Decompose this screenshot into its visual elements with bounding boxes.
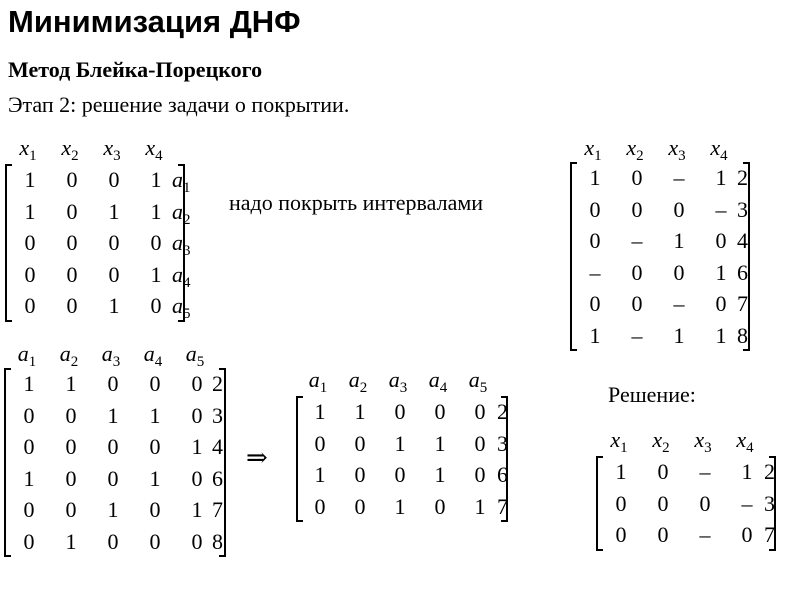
coverage-matrix-body xyxy=(4,368,226,557)
header-index: 5 xyxy=(196,354,205,370)
matrix-cell: 0 xyxy=(24,293,36,318)
header-variable: x xyxy=(61,135,72,160)
matrix-cell: 1 xyxy=(149,402,161,428)
matrix-row xyxy=(8,400,218,432)
matrix-cell: 1 xyxy=(434,462,446,487)
matrix-row xyxy=(9,196,177,228)
matrix-cell: 0 xyxy=(191,371,203,396)
matrix-cell: 0 xyxy=(107,434,119,459)
row-label: 6 xyxy=(737,259,748,285)
matrix-cell: 1 xyxy=(107,402,119,428)
row-label: 2 xyxy=(764,459,775,484)
matrix-cell: 0 xyxy=(615,522,627,547)
coverage-column-header xyxy=(174,340,216,368)
header-variable: a xyxy=(185,341,197,366)
matrix-cell: 0 xyxy=(66,198,78,224)
matrix-row xyxy=(8,431,218,463)
label-index: 1 xyxy=(183,180,191,196)
matrix-cell: 0 xyxy=(108,261,120,287)
label-index: 3 xyxy=(183,243,191,259)
row-label: 2 xyxy=(212,371,223,396)
matrix-cell: 1 xyxy=(615,459,627,484)
reduced-row-labels xyxy=(497,396,508,522)
matrix-cell: 0 xyxy=(314,430,326,456)
label-index: 4 xyxy=(183,274,191,291)
matrix-cell: 0 xyxy=(657,459,669,484)
matrix-cell: 1 xyxy=(24,167,36,192)
matrix-cell: 0 xyxy=(66,230,78,255)
matrix-cell: 0 xyxy=(24,261,36,287)
minterms-column-header xyxy=(133,134,175,162)
header-index: 3 xyxy=(678,148,686,164)
matrix-cell: 0 xyxy=(673,196,685,222)
header-index: 5 xyxy=(479,380,488,396)
matrix-cell: 1 xyxy=(191,434,203,459)
header-index: 3 xyxy=(399,380,408,396)
matrix-cell: 0 xyxy=(715,228,727,253)
matrix-row xyxy=(574,162,742,194)
row-label xyxy=(172,290,191,322)
header-variable: x xyxy=(145,135,156,160)
cover-note: надо покрыть интервалами xyxy=(229,190,484,215)
matrix-cell: 1 xyxy=(715,165,727,190)
matrix-cell: 0 xyxy=(615,490,627,516)
coverage-column-header xyxy=(132,340,174,368)
coverage-column-header xyxy=(6,340,48,368)
implies-arrow: ⇒ xyxy=(246,443,268,472)
matrix-row xyxy=(8,494,218,526)
row-label xyxy=(172,227,191,259)
header-index: 2 xyxy=(71,148,79,164)
row-label: 2 xyxy=(497,399,508,424)
header-index: 2 xyxy=(636,148,644,164)
matrix-row xyxy=(8,368,218,400)
reduced-column-header xyxy=(378,366,418,394)
solution-column-header xyxy=(598,426,640,454)
method-subtitle: Метод Блейка-Порецкого xyxy=(8,57,263,82)
matrix-cell: 0 xyxy=(434,399,446,424)
matrix-cell: 0 xyxy=(191,465,203,491)
minterms-matrix-body xyxy=(5,164,185,322)
matrix-cell: 0 xyxy=(699,490,711,516)
matrix-row xyxy=(300,491,500,523)
matrix-cell: 1 xyxy=(149,465,161,491)
matrix-cell: 1 xyxy=(314,399,326,424)
matrix-cell: 1 xyxy=(65,528,77,554)
solution-header xyxy=(598,426,766,454)
matrix-cell: 0 xyxy=(354,430,366,456)
matrix-cell: – xyxy=(673,165,685,190)
intervals-header xyxy=(572,134,740,162)
header-variable: x xyxy=(584,135,595,160)
intervals-column-header xyxy=(698,134,740,162)
row-label xyxy=(172,196,191,228)
matrix-cell: 0 xyxy=(589,228,601,253)
label-index: 5 xyxy=(183,306,191,322)
matrix-cell: 1 xyxy=(741,459,753,484)
header-index: 1 xyxy=(29,148,37,164)
intervals-row-labels xyxy=(737,162,748,351)
matrix-cell: 0 xyxy=(107,465,119,491)
matrix-cell: 0 xyxy=(657,490,669,516)
matrix-cell: – xyxy=(699,459,711,484)
intervals-column-header xyxy=(614,134,656,162)
matrix-cell: 0 xyxy=(474,430,486,456)
matrix-cell: – xyxy=(699,522,711,547)
reduced-column-header xyxy=(458,366,498,394)
matrix-row xyxy=(300,459,500,491)
header-variable: x xyxy=(19,135,30,160)
solution-column-header xyxy=(682,426,724,454)
matrix-cell: 1 xyxy=(108,293,120,318)
label-variable: a xyxy=(172,167,183,192)
header-variable: a xyxy=(348,367,360,392)
matrix-cell: 1 xyxy=(24,198,36,224)
matrix-cell: – xyxy=(741,490,753,516)
label-index: 2 xyxy=(183,211,191,228)
label-variable: a xyxy=(172,293,183,318)
header-variable: a xyxy=(143,341,155,366)
coverage-row-labels xyxy=(212,368,223,557)
header-variable: a xyxy=(468,367,480,392)
matrix-row xyxy=(600,456,768,488)
matrix-cell: 0 xyxy=(314,493,326,519)
matrix-cell: 1 xyxy=(191,497,203,522)
matrix-cell: 1 xyxy=(107,497,119,522)
matrix-cell: 0 xyxy=(631,291,643,316)
matrix-row xyxy=(300,428,500,460)
matrix-cell: 0 xyxy=(108,230,120,255)
matrix-cell: 0 xyxy=(741,522,753,547)
matrix-cell: 0 xyxy=(631,259,643,285)
header-index: 3 xyxy=(704,440,712,456)
header-variable: x xyxy=(652,427,663,452)
matrix-cell: 0 xyxy=(673,259,685,285)
row-label: 3 xyxy=(497,430,508,456)
label-variable: a xyxy=(172,198,183,224)
matrix-cell: 1 xyxy=(23,371,35,396)
label-variable: a xyxy=(172,261,183,287)
matrix-cell: 1 xyxy=(65,371,77,396)
header-variable: a xyxy=(17,341,29,366)
matrix-cell: 0 xyxy=(150,293,162,318)
matrix-cell: 0 xyxy=(715,291,727,316)
row-label: 8 xyxy=(212,528,223,554)
matrix-row xyxy=(8,463,218,495)
solution-row-labels xyxy=(764,456,775,551)
matrix-cell: 1 xyxy=(434,430,446,456)
matrix-cell: 0 xyxy=(589,196,601,222)
matrix-cell: 0 xyxy=(474,399,486,424)
matrix-cell: 1 xyxy=(673,322,685,348)
matrix-row xyxy=(574,320,742,352)
header-variable: x xyxy=(694,427,705,452)
reduced-column-header xyxy=(298,366,338,394)
matrix-row xyxy=(600,488,768,520)
matrix-cell: 1 xyxy=(394,493,406,519)
matrix-cell: 0 xyxy=(23,497,35,522)
intervals-matrix-body xyxy=(570,162,750,351)
matrix-cell: – xyxy=(631,322,643,348)
solution-column-header xyxy=(640,426,682,454)
matrix-cell: 1 xyxy=(150,167,162,192)
solution-label: Решение: xyxy=(608,382,696,407)
matrix-cell: 0 xyxy=(23,402,35,428)
reduced-header xyxy=(298,366,498,394)
row-label: 6 xyxy=(212,465,223,491)
matrix-cell: 0 xyxy=(631,196,643,222)
header-index: 1 xyxy=(319,380,328,396)
header-variable: x xyxy=(610,427,621,452)
row-label: 7 xyxy=(764,522,775,547)
header-index: 4 xyxy=(746,440,754,456)
row-label: 3 xyxy=(764,490,775,516)
matrix-cell: 1 xyxy=(715,322,727,348)
header-variable: a xyxy=(59,341,71,366)
solution-column-header xyxy=(724,426,766,454)
matrix-cell: 0 xyxy=(108,167,120,192)
matrix-cell: 0 xyxy=(65,497,77,522)
matrix-row xyxy=(574,257,742,289)
matrix-cell: 0 xyxy=(66,293,78,318)
row-label xyxy=(172,164,191,196)
matrix-cell: 1 xyxy=(354,399,366,424)
matrix-row xyxy=(574,288,742,320)
matrix-cell: 1 xyxy=(474,493,486,519)
matrix-cell: 0 xyxy=(65,402,77,428)
header-index: 1 xyxy=(594,148,602,164)
matrix-cell: 0 xyxy=(107,371,119,396)
row-label: 3 xyxy=(212,402,223,428)
matrix-cell: – xyxy=(715,196,727,222)
row-label: 8 xyxy=(737,322,748,348)
matrix-cell: 0 xyxy=(23,528,35,554)
header-variable: a xyxy=(308,367,320,392)
header-variable: a xyxy=(428,367,440,392)
header-index: 1 xyxy=(28,354,37,370)
row-label: 7 xyxy=(497,493,508,519)
row-label: 4 xyxy=(737,228,748,253)
matrix-cell: 0 xyxy=(191,528,203,554)
matrix-row xyxy=(9,290,177,322)
matrix-cell: 1 xyxy=(108,198,120,224)
matrix-cell: – xyxy=(673,291,685,316)
reduced-column-header xyxy=(338,366,378,394)
matrix-cell: 0 xyxy=(394,399,406,424)
matrix-cell: 0 xyxy=(23,434,35,459)
matrix-cell: 0 xyxy=(24,230,36,255)
matrix-row xyxy=(300,396,500,428)
matrix-cell: 1 xyxy=(314,462,326,487)
header-index: 4 xyxy=(720,148,728,164)
row-label: 7 xyxy=(212,497,223,522)
minterms-header xyxy=(7,134,175,162)
header-index: 3 xyxy=(112,354,121,370)
matrix-cell: 0 xyxy=(434,493,446,519)
header-index: 4 xyxy=(155,148,163,164)
matrix-cell: – xyxy=(589,259,601,285)
matrix-cell: 0 xyxy=(107,528,119,554)
matrix-row xyxy=(8,526,218,558)
header-index: 4 xyxy=(439,380,448,396)
matrix-row xyxy=(9,259,177,291)
header-variable: a xyxy=(388,367,400,392)
intervals-column-header xyxy=(656,134,698,162)
matrix-cell: 1 xyxy=(673,228,685,253)
matrix-cell: 0 xyxy=(149,497,161,522)
matrix-cell: 0 xyxy=(354,493,366,519)
matrix-cell: 0 xyxy=(65,465,77,491)
solution-matrix-body xyxy=(596,456,776,551)
header-variable: x xyxy=(710,135,721,160)
matrix-cell: 0 xyxy=(65,434,77,459)
row-label: 4 xyxy=(212,434,223,459)
header-index: 2 xyxy=(70,354,79,370)
matrix-cell: 0 xyxy=(394,462,406,487)
matrix-cell: – xyxy=(631,228,643,253)
minterms-column-header xyxy=(49,134,91,162)
matrix-cell: 0 xyxy=(149,434,161,459)
matrix-cell: 0 xyxy=(149,528,161,554)
header-variable: a xyxy=(101,341,113,366)
row-label: 6 xyxy=(497,462,508,487)
matrix-cell: 0 xyxy=(149,371,161,396)
header-index: 2 xyxy=(359,380,368,396)
matrix-cell: 0 xyxy=(474,462,486,487)
matrix-cell: 1 xyxy=(715,259,727,285)
row-label: 7 xyxy=(737,291,748,316)
header-variable: x xyxy=(668,135,679,160)
intervals-column-header xyxy=(572,134,614,162)
matrix-row xyxy=(574,194,742,226)
header-index: 1 xyxy=(620,440,628,456)
matrix-cell: 0 xyxy=(657,522,669,547)
label-variable: a xyxy=(172,230,183,255)
header-variable: x xyxy=(736,427,747,452)
matrix-cell: 0 xyxy=(66,261,78,287)
coverage-column-header xyxy=(48,340,90,368)
matrix-cell: 1 xyxy=(589,165,601,190)
minterms-row-labels xyxy=(172,164,191,322)
header-index: 4 xyxy=(154,354,163,370)
matrix-cell: 1 xyxy=(150,198,162,224)
matrix-row xyxy=(9,164,177,196)
header-variable: x xyxy=(103,135,114,160)
row-label xyxy=(172,259,191,291)
matrix-cell: 0 xyxy=(191,402,203,428)
header-variable: x xyxy=(626,135,637,160)
reduced-matrix-body xyxy=(296,396,508,522)
row-label: 2 xyxy=(737,165,748,190)
matrix-row xyxy=(574,225,742,257)
matrix-cell: 0 xyxy=(150,230,162,255)
coverage-column-header xyxy=(90,340,132,368)
matrix-cell: 1 xyxy=(150,261,162,287)
matrix-row xyxy=(9,227,177,259)
matrix-cell: 0 xyxy=(66,167,78,192)
matrix-cell: 1 xyxy=(589,322,601,348)
header-index: 3 xyxy=(113,148,121,164)
coverage-header xyxy=(6,340,216,368)
minterms-column-header xyxy=(91,134,133,162)
stage-text: Этап 2: решение задачи о покрытии. xyxy=(8,92,350,117)
row-label: 3 xyxy=(737,196,748,222)
minterms-column-header xyxy=(7,134,49,162)
header-index: 2 xyxy=(662,440,670,456)
slide-title: Минимизация ДНФ xyxy=(8,4,301,39)
matrix-cell: 0 xyxy=(354,462,366,487)
matrix-cell: 1 xyxy=(23,465,35,491)
matrix-cell: 0 xyxy=(589,291,601,316)
reduced-column-header xyxy=(418,366,458,394)
matrix-row xyxy=(600,519,768,551)
matrix-cell: 1 xyxy=(394,430,406,456)
matrix-cell: 0 xyxy=(631,165,643,190)
